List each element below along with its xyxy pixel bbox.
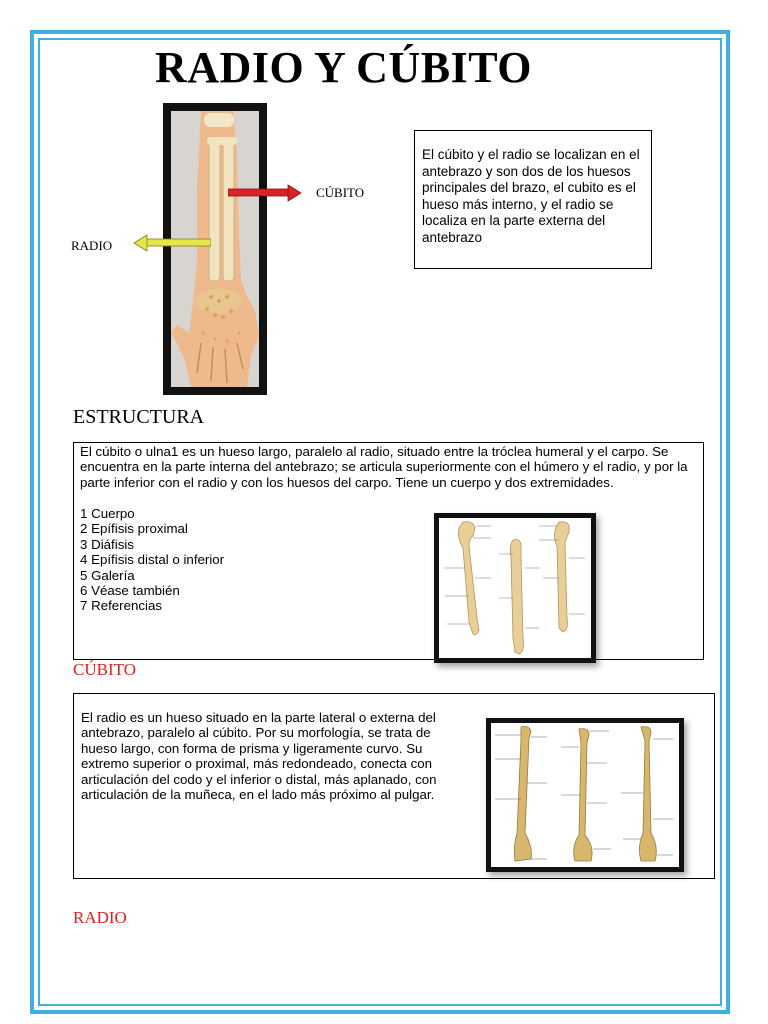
toc-item[interactable]: 3 Diáfisis — [80, 536, 134, 552]
section-heading-radio: RADIO — [73, 908, 127, 927]
toc-item[interactable]: 2 Epífisis proximal — [80, 521, 188, 537]
cubito-arrow-icon — [228, 184, 302, 202]
ulna-paragraph: El cúbito o ulna1 es un hueso largo, paralelo al radio, situado entre la tróclea humeral y el carpo. Se encuentra en la parte interna del antebrazo; se articula superiormente con el húmero y el radio, y por la parte inferior con el radio y con los huesos del carpo. Tiene un cuerpo y dos extremidades. — [80, 444, 688, 490]
intro-text-box — [414, 130, 652, 269]
ulna-anatomy-figure — [439, 518, 591, 658]
section-heading-estructura: ESTRUCTURA — [73, 406, 205, 428]
radio-label: RADIO — [71, 238, 113, 253]
toc-item[interactable]: 7 Referencias — [80, 598, 163, 614]
radius-anatomy-figure — [491, 723, 679, 867]
toc-item[interactable]: 5 Galería — [80, 567, 135, 583]
cubito-label: CÚBITO — [316, 185, 365, 200]
page-title: RADIO Y CÚBITO — [155, 43, 532, 92]
ulna-table-of-contents — [80, 506, 224, 614]
toc-item[interactable]: 6 Véase también — [80, 583, 180, 599]
intro-text: El cúbito y el radio se localizan en el antebrazo y son dos de los huesos principales del brazo, el cubito es el hueso más interno, y el radio se localiza en la parte externa del antebrazo — [422, 147, 640, 245]
toc-item[interactable]: 4 Epífisis distal o inferior — [80, 552, 225, 568]
section-heading-cubito: CÚBITO — [73, 660, 136, 679]
toc-item[interactable]: 1 Cuerpo — [80, 506, 135, 521]
radius-paragraph: El radio es un hueso situado en la parte lateral o externa del antebrazo, paralelo al cúbito. Por su morfología, se trata de hueso largo, con forma de prisma y ligeramente curvo. Su extremo superior o proximal, más redondeado, conecta con articulación del codo y el inferior o distal, más aplanado, con articulación de la muñeca, en el lado más próximo al pulgar. — [81, 710, 437, 803]
radio-arrow-icon — [133, 234, 211, 252]
